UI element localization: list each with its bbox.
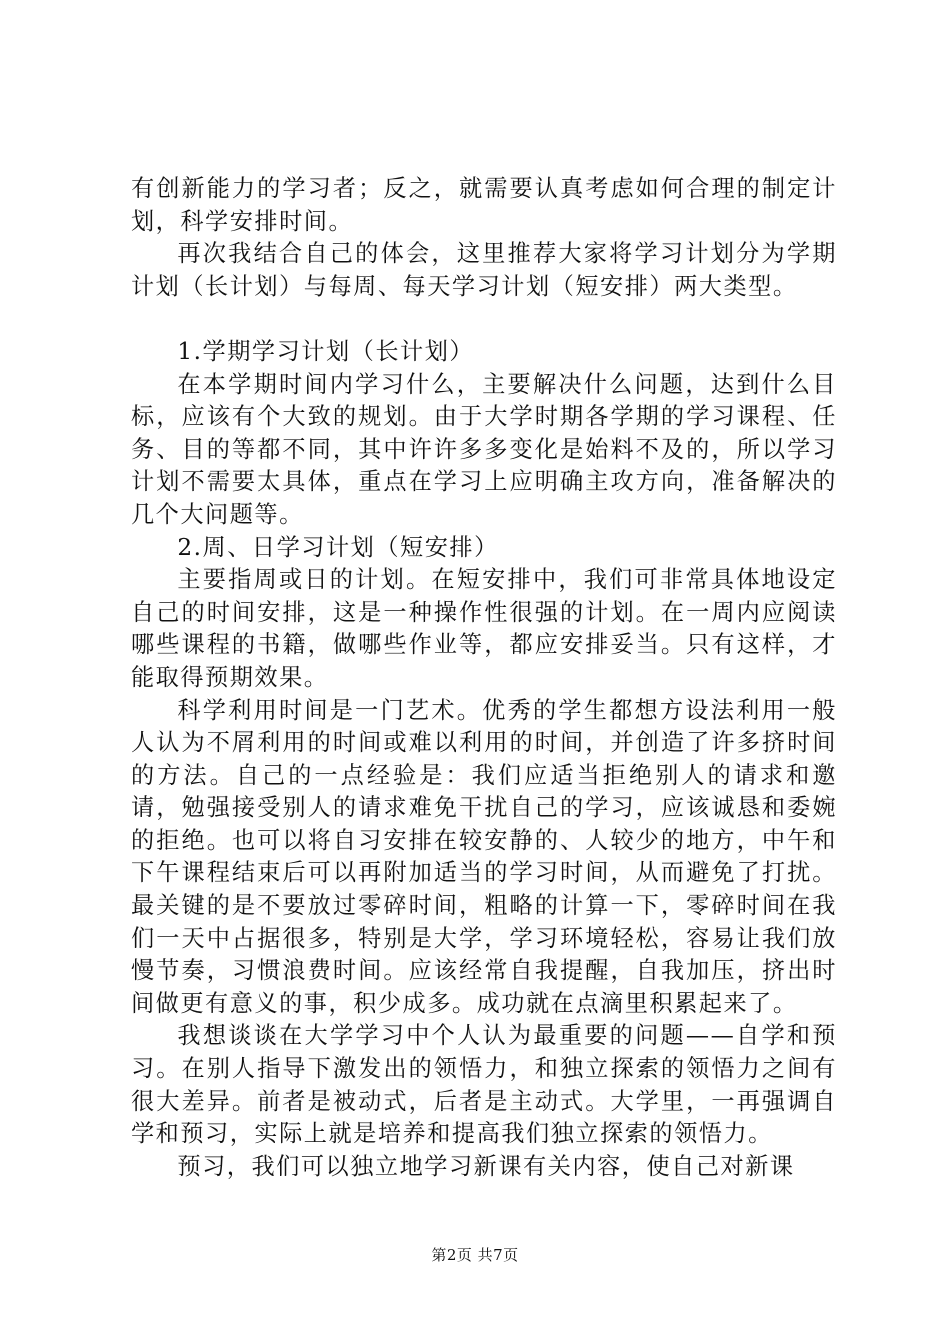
- paragraph-time-management: 科学利用时间是一门艺术。优秀的学生都想方设法利用一般人认为不屑利用的时间或难以利用的时间，并创造了许多挤时间的方法。自己的一点经验是：我们应适当拒绝别人的请求和邀请，勉强接受别人的请求难免干扰自己的学习，应该诚恳和委婉的拒绝。也可以将自习安排在较安静的、人较少的地方，中午和下午课程结束后可以再附加适当的学习时间，从而避免了打扰。最关键的是不要放过零碎时间，粗略的计算一下，零碎时间在我们一天中占据很多，特别是大学，学习环境轻松，容易让我们放慢节奏，习惯浪费时间。应该经常自我提醒，自我加压，挤出时间做更有意义的事，积少成多。成功就在点滴里积累起来了。: [131, 696, 837, 1017]
- paragraph-self-study: 我想谈谈在大学学习中个人认为最重要的问题——自学和预习。在别人指导下激发出的领悟力，和独立探索的领悟力之间有很大差异。前者是被动式，后者是主动式。大学里，一再强调自学和预习，实际上就是培养和提高我们独立探索的领悟力。: [131, 1022, 837, 1148]
- paragraph-semester-plan: 在本学期时间内学习什么，主要解决什么问题，达到什么目标，应该有个大致的规划。由于大学时期各学期的学习课程、任务、目的等都不同，其中许许多多变化是始料不及的，所以学习计划不需要太具体，重点在学习上应明确主攻方向，准备解决的几个大问题等。: [131, 370, 837, 528]
- section-heading-weekly-plan: 2.周、日学习计划（短安排）: [177, 533, 499, 561]
- page-footer: 第2页 共7页: [431, 1246, 519, 1264]
- paragraph-weekly-plan: 主要指周或日的计划。在短安排中，我们可非常具体地设定自己的时间安排，这是一种操作性很强的计划。在一周内应阅读哪些课程的书籍，做哪些作业等，都应安排妥当。只有这样，才能取得预期效果。: [131, 566, 837, 691]
- blank-line: [131, 303, 837, 336]
- paragraph-plan-types: 再次我结合自己的体会，这里推荐大家将学习计划分为学期计划（长计划）与每周、每天学习计划（短安排）两大类型。: [131, 240, 837, 300]
- paragraph-preview: 预习，我们可以独立地学习新课有关内容，使自己对新课: [177, 1152, 795, 1180]
- paragraph-continuation: 有创新能力的学习者；反之，就需要认真考虑如何合理的制定计划，科学安排时间。: [131, 175, 837, 235]
- document-body: [131, 173, 837, 1183]
- section-heading-semester-plan: 1.学期学习计划（长计划）: [177, 337, 475, 365]
